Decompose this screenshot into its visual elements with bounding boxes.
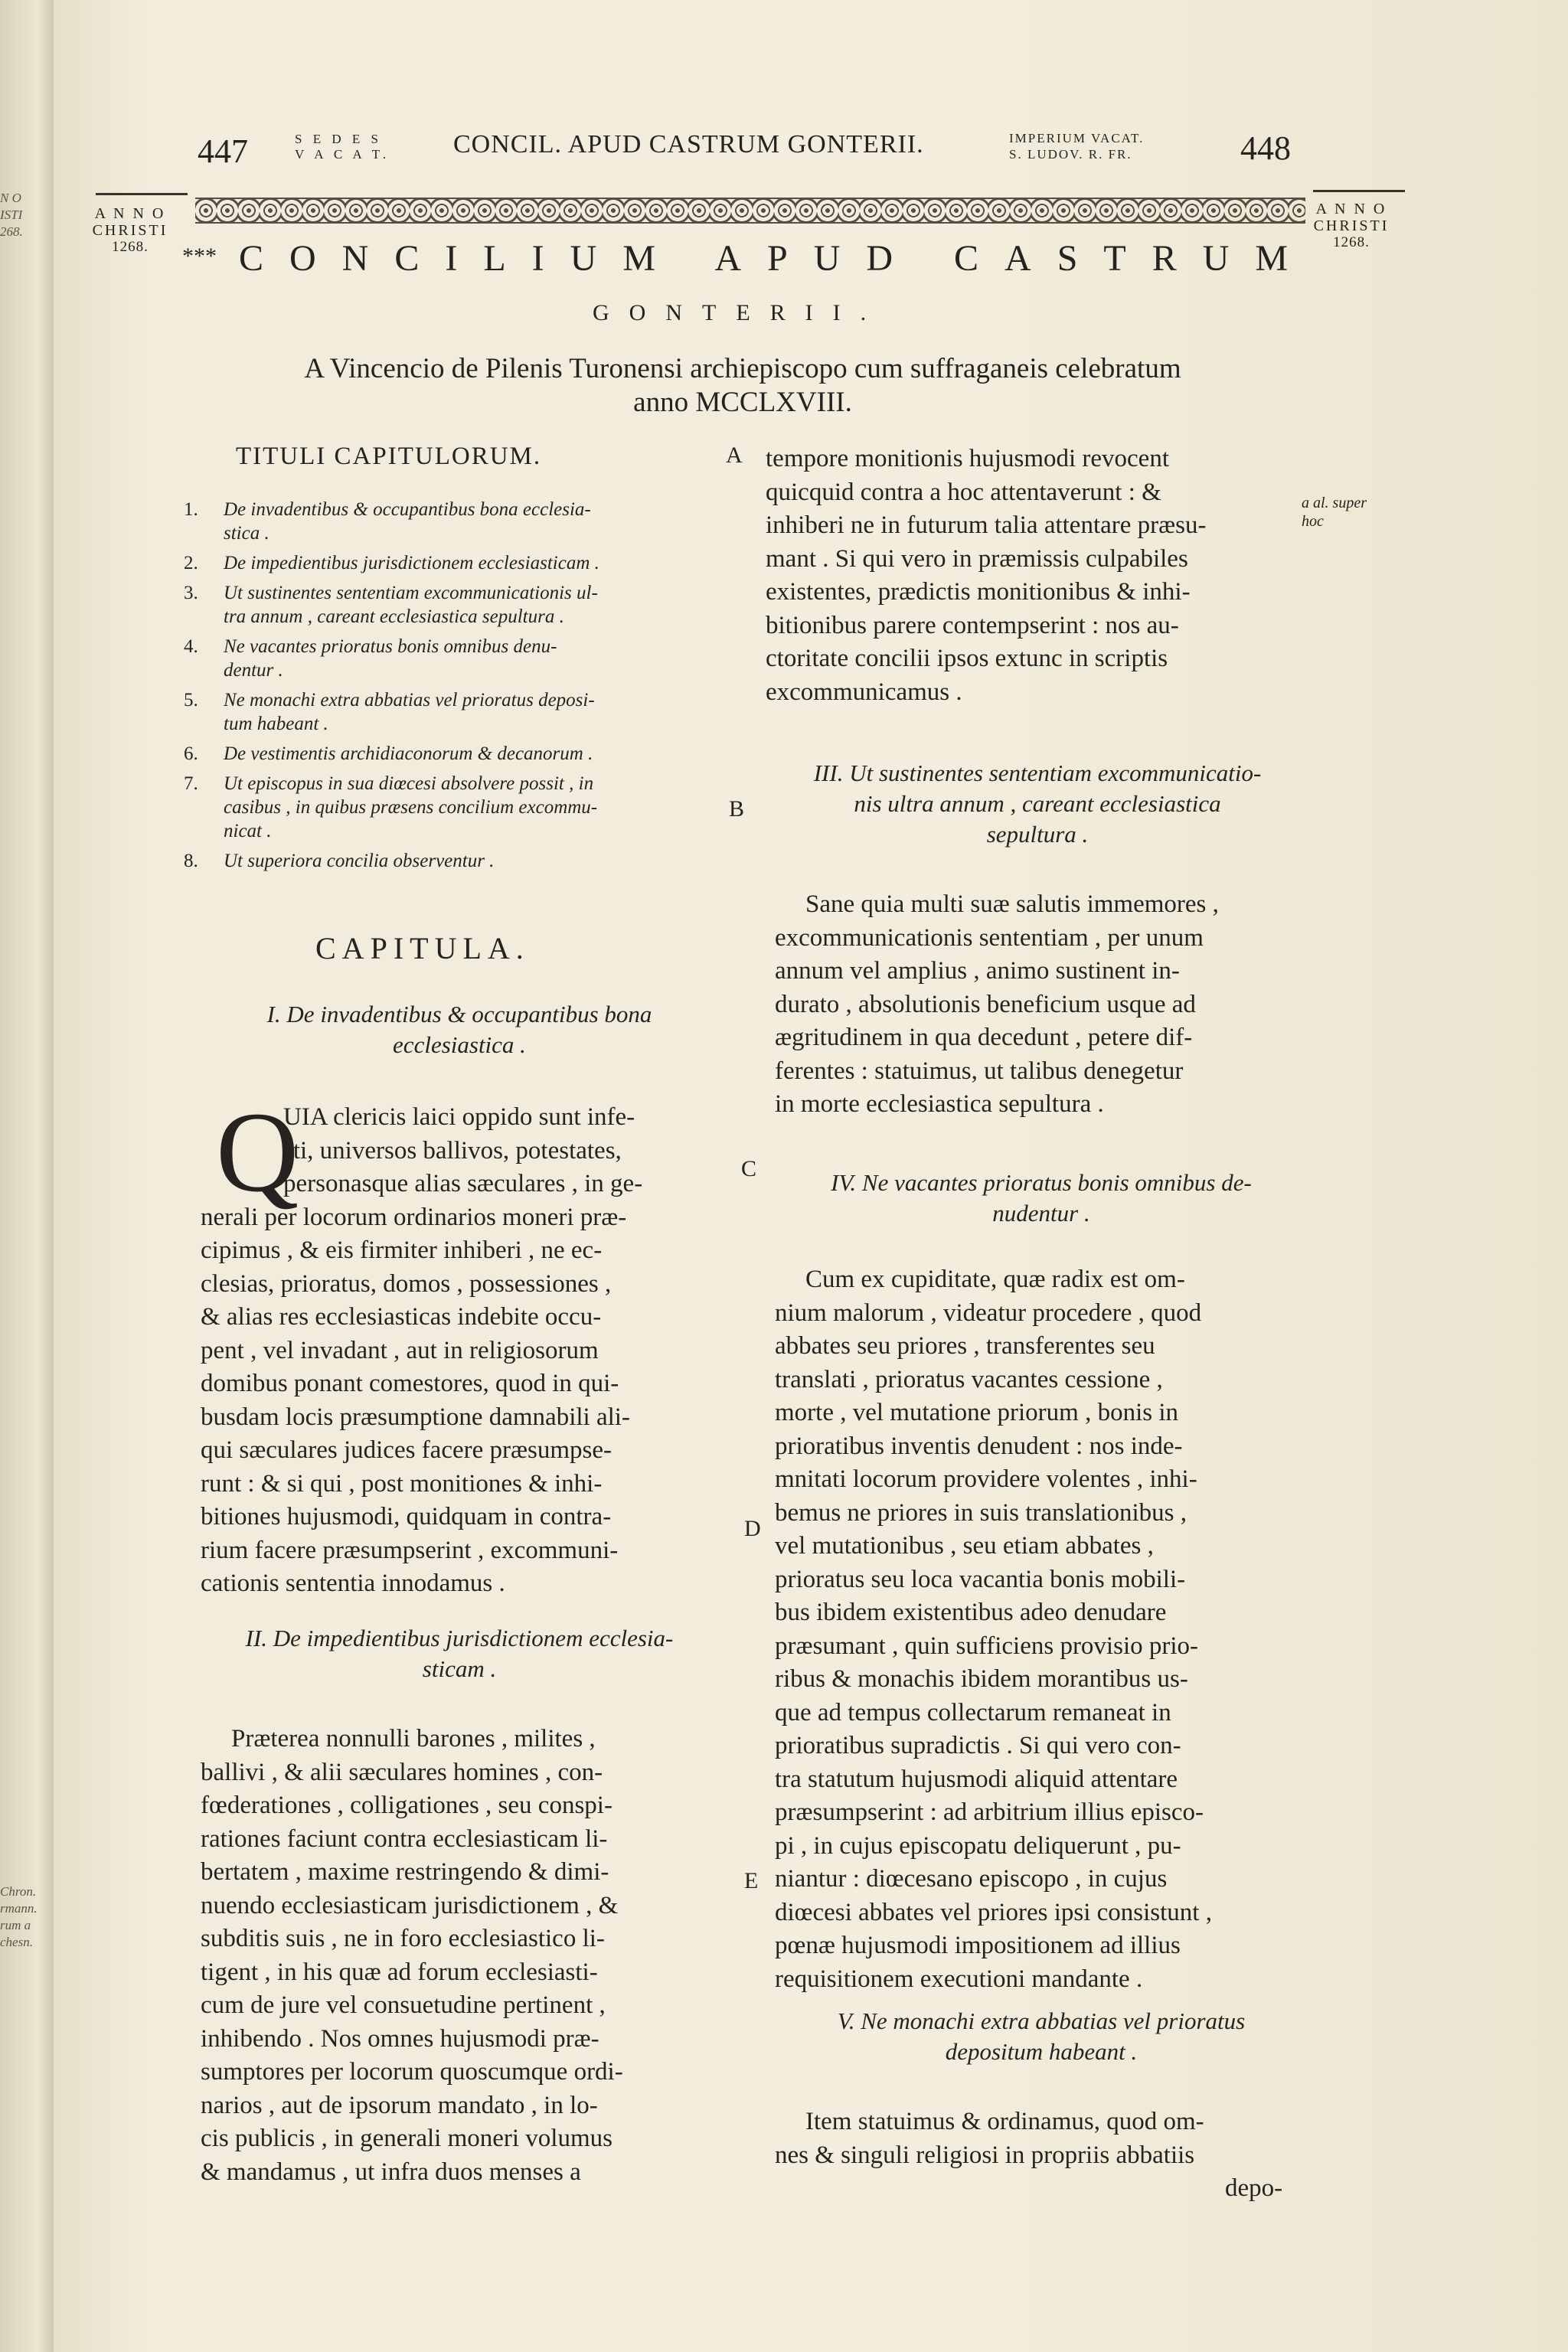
ornamental-border [195, 198, 1305, 224]
toc-item: 7. Ut episcopus in sua diœcesi absolvere possit , in casibus , in quibus præsens concilium excommu- nicat . [184, 773, 598, 841]
left-page-fragment-top: N O ISTI 268. [0, 191, 23, 239]
anno-rule-right [1313, 190, 1405, 192]
margin-letter-d: D [744, 1516, 761, 1541]
toc-item: 6. De vestimentis archidiaconorum & decanorum . [184, 743, 593, 764]
chapter-3-text: Sane quia multi suæ salutis immemores , excommunicationis sententiam , per unum annum vel amplius , animo sustinent in- durato , absolutionis beneficium usque ad ægritudinem in qua decedunt , petere dif- ferentes : statuimus, ut talibus denegetur in morte ecclesiastica sepultura . [775, 890, 1219, 1118]
chapter-2-text: Præterea nonnulli barones , milites , ballivi , & alii sæculares homines , con- fœderationes , colligationes , seu conspi- rationes faciunt contra ecclesiasticam li- bertatem , maxime restringendo & dimi- nuendo ecclesiasticam jurisdictionem , & subditis suis , ne in foro ecclesiastico li- tigent , in his quæ ad forum ecclesiasti- cum de jure vel consuetudine pertinent , inhibendo . Nos omnes hujusmodi præ- sumptores per locorum quoscumque ordi- narios , aut de ipsorum mandato , in lo- cis publicis , in generali moneri volumus & mandamus , ut infra duos menses a [201, 1725, 623, 2186]
sedes-vacat: S E D E S V A C A T. [295, 132, 390, 162]
left-page-edge [0, 0, 55, 2352]
chapter-4-text: Cum ex cupiditate, quæ radix est om- nium malorum , videatur procedere , quod abbates seu priores , transferentes seu translati , prioratus vacantes cessione , morte , vel mutatione priorum , bonis in prioratibus inventis denudent : nos inde- mnitati locorum providere volentes , inhi- bemus ne priores in suis translationibus , vel mutationibus , seu etiam abbates , prioratus seu loca vacantia bonis mobili- bus ibidem existentibus adeo denudare præsumant , quin sufficiens provisio prio- ribus & monachis ibidem morantibus us- que ad tempus collectarum remaneat in prioratibus supradictis . Si qui vero con- tra statutum hujusmodi aliquid attentare præsumpserint : ad arbitrium illius episco- pi , in cujus episcopatu deliquerunt , pu- niantur : diœcesano episcopo , in cujus diœcesi abbates vel priores ipsi consistunt , pœnæ hujusmodi impositionem ad illius requisitionem executioni mandante . [775, 1266, 1212, 1993]
catchword: depo- [1225, 2174, 1283, 2202]
anno-christi-left: A N N O CHRISTI 1268. [92, 205, 168, 255]
toc-item: 8. Ut superiora concilia observentur . [184, 851, 495, 871]
chapter-2-continuation: tempore monitionis hujusmodi revocent quicquid contra a hoc attentaverunt : & inhiberi ne in futurum talia attentare præsu- mant . Si qui vero in præmissis culpabiles existentes, prædictis monitionibus & inhi- bitionibus parere contempserint : nos au- ctoritate concilii ipsos extunc in scriptis excommunicamus . [766, 445, 1207, 706]
title-line-1: CONCILIUM APUD CASTRUM [239, 238, 1315, 279]
chapter-2-title: II. De impedientibus jurisdictionem ecclesia- sticam . [245, 1625, 674, 1682]
chapter-5-title: V. Ne monachi extra abbatias vel prioratus depositum habeant . [837, 2007, 1246, 2065]
capitula-heading: CAPITULA. [315, 931, 530, 965]
chapter-5-text: Item statuimus & ordinamus, quod om- nes & singuli religiosi in propriis abbatiis [775, 2108, 1204, 2169]
subtitle: A Vincencio de Pilenis Turonensi archiepiscopo cum suffraganeis celebratum anno MCCLXVIII. [304, 353, 1181, 418]
table-of-contents [184, 498, 735, 879]
left-page-fragment-bottom: Chron. rmann. rum a chesn. [0, 1884, 38, 1949]
margin-letter-a: A [726, 443, 743, 468]
page-number-right: 448 [1240, 129, 1291, 167]
page-number-left: 447 [198, 132, 248, 170]
chapter-1-title: I. De invadentibus & occupantibus bona ecclesiastica . [266, 1001, 652, 1058]
toc-item: 1. De invadentibus & occupantibus bona ecclesia- stica . [184, 499, 591, 544]
imperium-vacat: IMPERIUM VACAT. S. LUDOV. R. FR. [1009, 131, 1145, 162]
anno-rule-left [96, 193, 188, 195]
chapter-3-title: III. Ut sustinentes sententiam excommunicatio- nis ultra annum , careant ecclesiastica sepultura . [813, 760, 1262, 848]
anno-christi-right: A N N O CHRISTI 1268. [1313, 201, 1390, 250]
marginal-note: a al. super hoc [1302, 495, 1367, 530]
drop-cap: Q [216, 1089, 299, 1216]
chapter-4-title: IV. Ne vacantes prioratus bonis omnibus de- nudentur . [831, 1169, 1252, 1227]
toc-item: 3. Ut sustinentes sententiam excommunicationis ul- tra annum , careant ecclesiastica sepultura . [184, 583, 598, 627]
title-line-2: GONTERII. [593, 300, 887, 325]
running-title: CONCIL. APUD CASTRUM GONTERII. [453, 130, 924, 158]
margin-letter-e: E [744, 1868, 759, 1893]
margin-letter-c: C [741, 1156, 757, 1181]
toc-item: 2. De impedientibus jurisdictionem ecclesiasticam . [184, 553, 599, 573]
margin-letter-b: B [729, 796, 745, 822]
title-marker: *** [182, 243, 217, 269]
toc-item: 4. Ne vacantes prioratus bonis omnibus denu- dentur . [184, 636, 557, 681]
toc-heading: TITULI CAPITULORUM. [236, 443, 542, 470]
toc-item: 5. Ne monachi extra abbatias vel prioratus deposi- tum habeant . [184, 690, 595, 734]
chapter-1-text: UIA clericis laici oppido sunt infe- sti, universos ballivos, potestates, personasque alias sæculares , in ge- nerali per locorum ordinarios moneri præ- cipimus , & eis firmiter inhiberi , ne ec- clesias, prioratus, domos , possessiones , & alias res ecclesiasticas indebite occu- pent , vel invadant , aut in religiosorum domibus ponant comestores, quod in qui- busdam locis præsumptione damnabili ali- qui sæculares judices facere præsumpse- runt : & si qui , post monitiones & inhi- bitiones hujusmodi, quidquam in contra- rium facere præsumpserint , excommuni- cationis sententia innodamus . [201, 1103, 643, 1597]
